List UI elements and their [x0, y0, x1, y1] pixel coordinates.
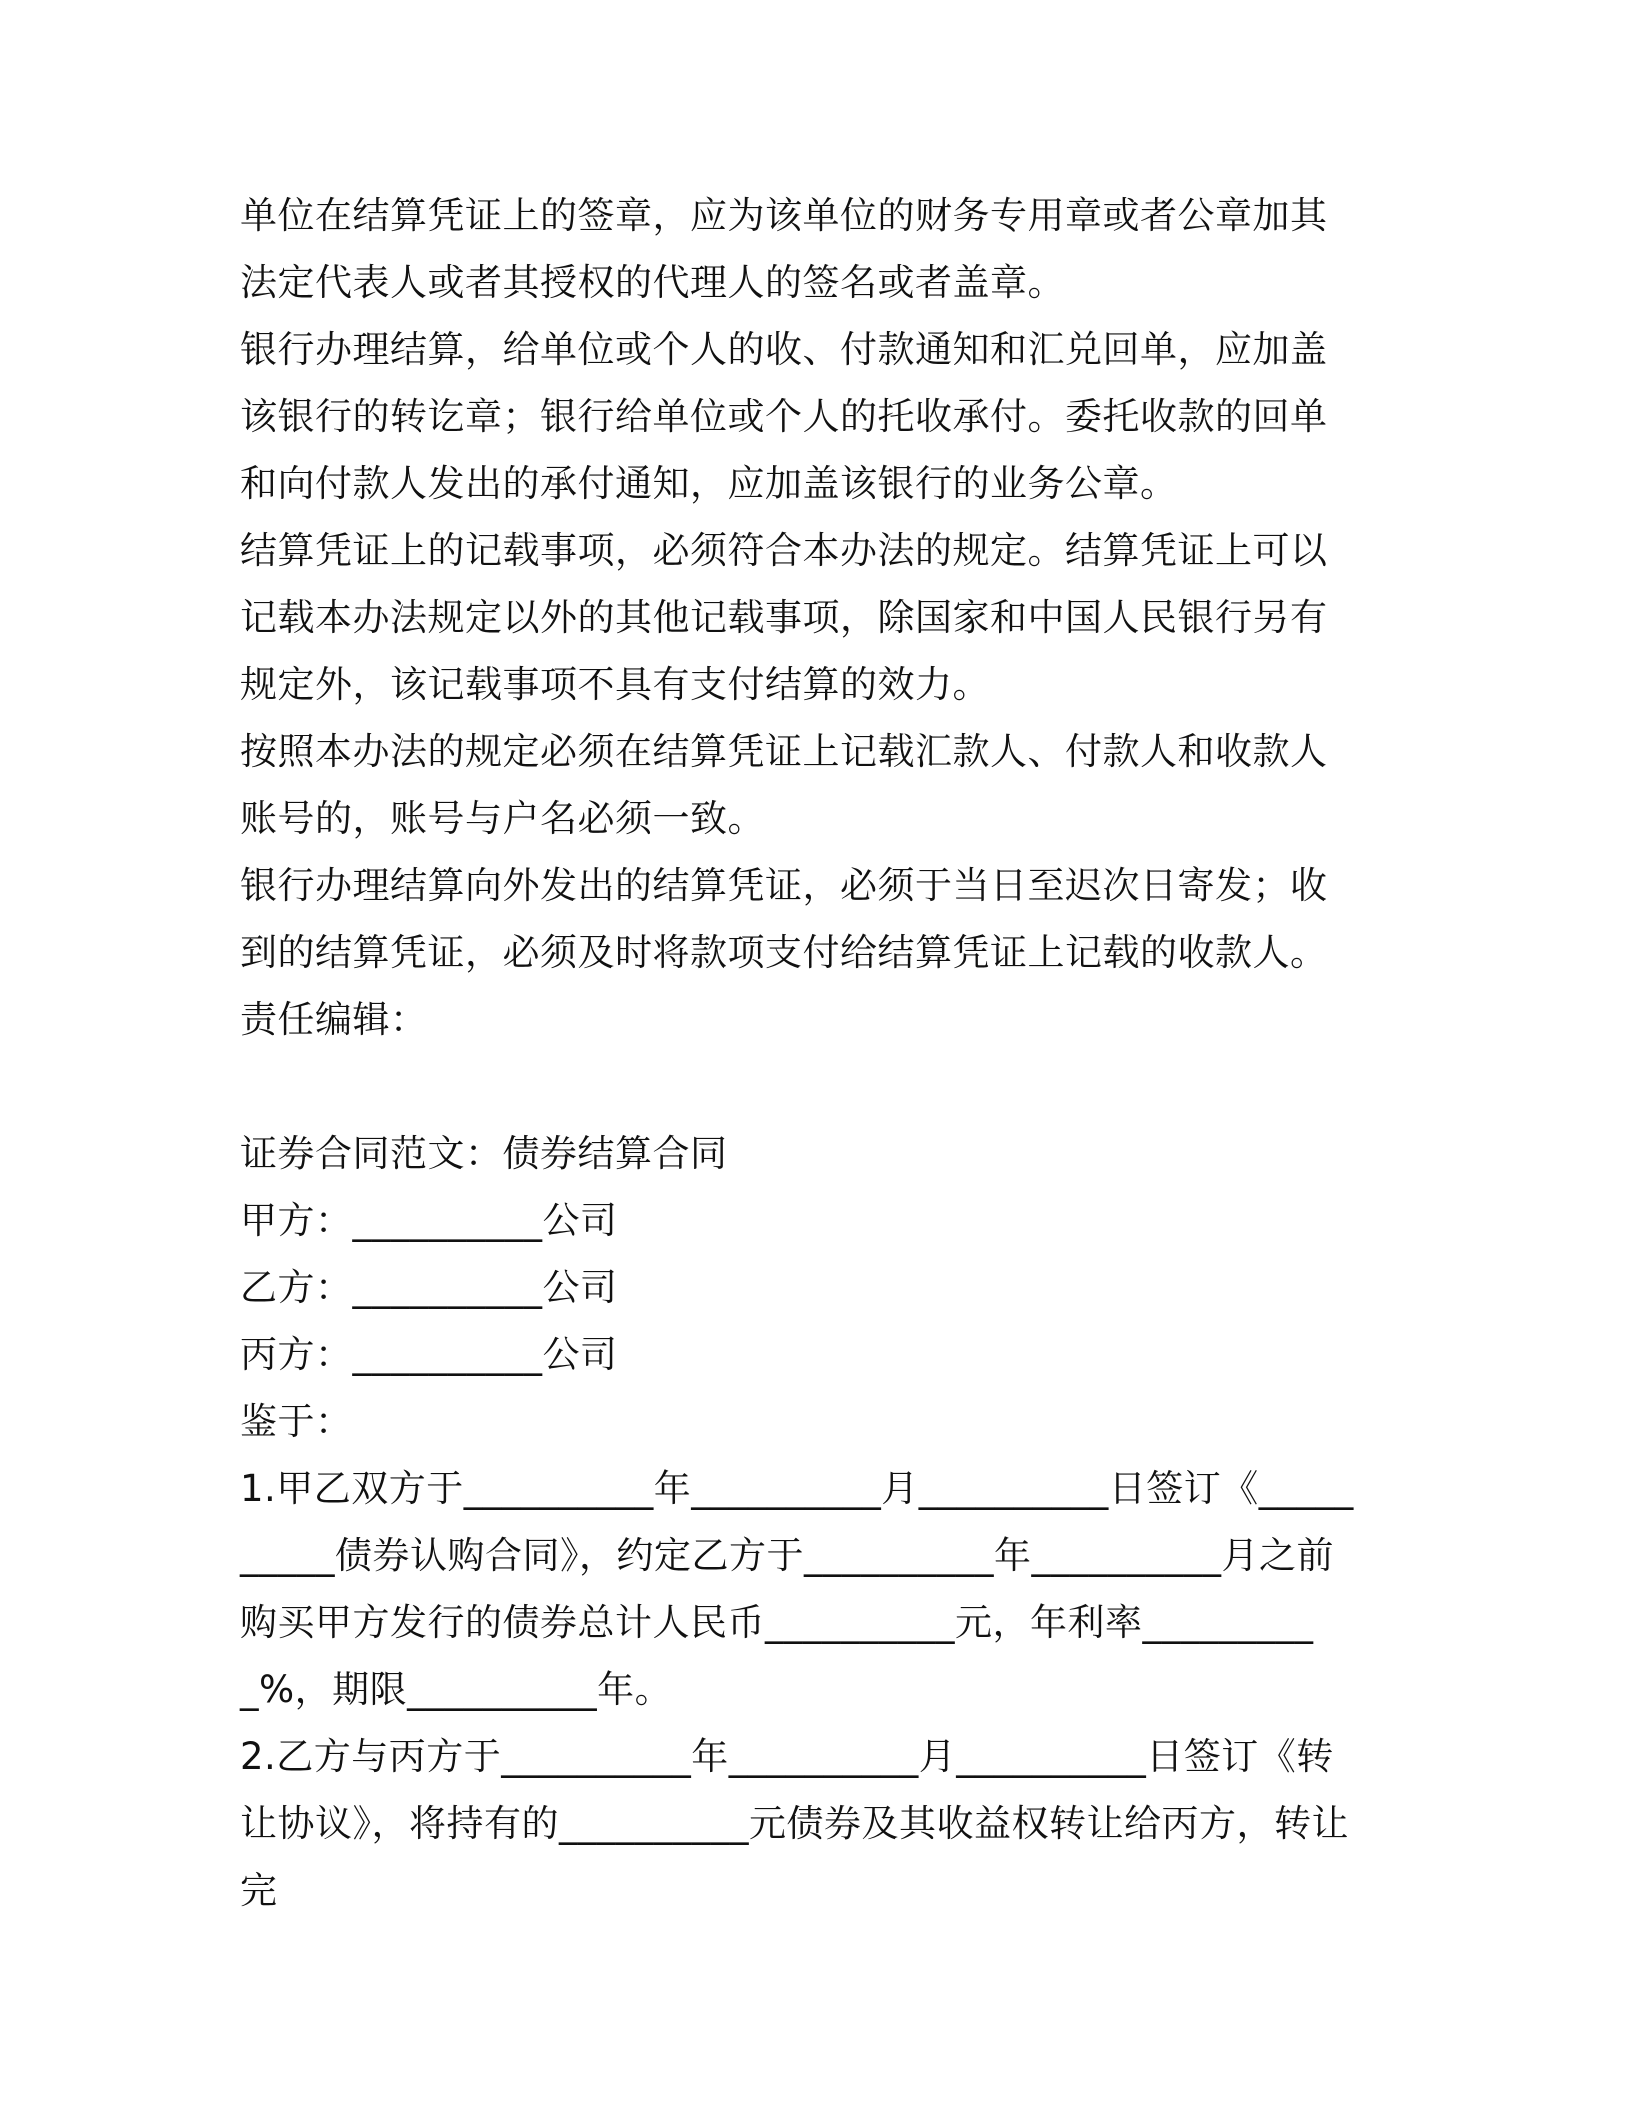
- clause-1: 1.甲乙双方于__________年__________月__________日签订《__________债券认购合同》，约定乙方于__________年__________月之前购买甲方发行的债券总计人民币__________元，年利率__________%，期限__________年。: [240, 1467, 1354, 1711]
- party-c-line: 丙方：__________公司: [240, 1333, 618, 1376]
- whereas-heading: 鉴于：: [240, 1400, 353, 1443]
- document-body: [240, 182, 1355, 1924]
- party-b-line: 乙方：__________公司: [240, 1266, 618, 1309]
- clause-2: 2.乙方与丙方于__________年__________月__________日签订《转让协议》，将持有的__________元债券及其收益权转让给丙方，转让完: [240, 1735, 1349, 1912]
- section-gap: [240, 1053, 1355, 1120]
- responsible-editor: 责任编辑：: [240, 998, 428, 1041]
- paragraph-record-items: 结算凭证上的记载事项，必须符合本办法的规定。结算凭证上可以记载本办法规定以外的其他记载事项，除国家和中国人民银行另有规定外，该记载事项不具有支付结算的效力。: [240, 529, 1328, 706]
- party-a-line: 甲方：__________公司: [240, 1199, 618, 1242]
- contract-title: 证券合同范文：债券结算合同: [240, 1132, 728, 1175]
- paragraph-voucher-delivery: 银行办理结算向外发出的结算凭证，必须于当日至迟次日寄发；收到的结算凭证，必须及时将款项支付给结算凭证上记载的收款人。: [240, 864, 1328, 974]
- paragraph-bank-seal-rules: 银行办理结算，给单位或个人的收、付款通知和汇兑回单，应加盖该银行的转讫章；银行给单位或个人的托收承付。委托收款的回单和向付款人发出的承付通知，应加盖该银行的业务公章。: [240, 328, 1328, 505]
- paragraph-account-consistency: 按照本办法的规定必须在结算凭证上记载汇款人、付款人和收款人账号的，账号与户名必须一致。: [240, 730, 1328, 840]
- paragraph-signature-rules: 单位在结算凭证上的签章，应为该单位的财务专用章或者公章加其法定代表人或者其授权的代理人的签名或者盖章。: [240, 194, 1328, 304]
